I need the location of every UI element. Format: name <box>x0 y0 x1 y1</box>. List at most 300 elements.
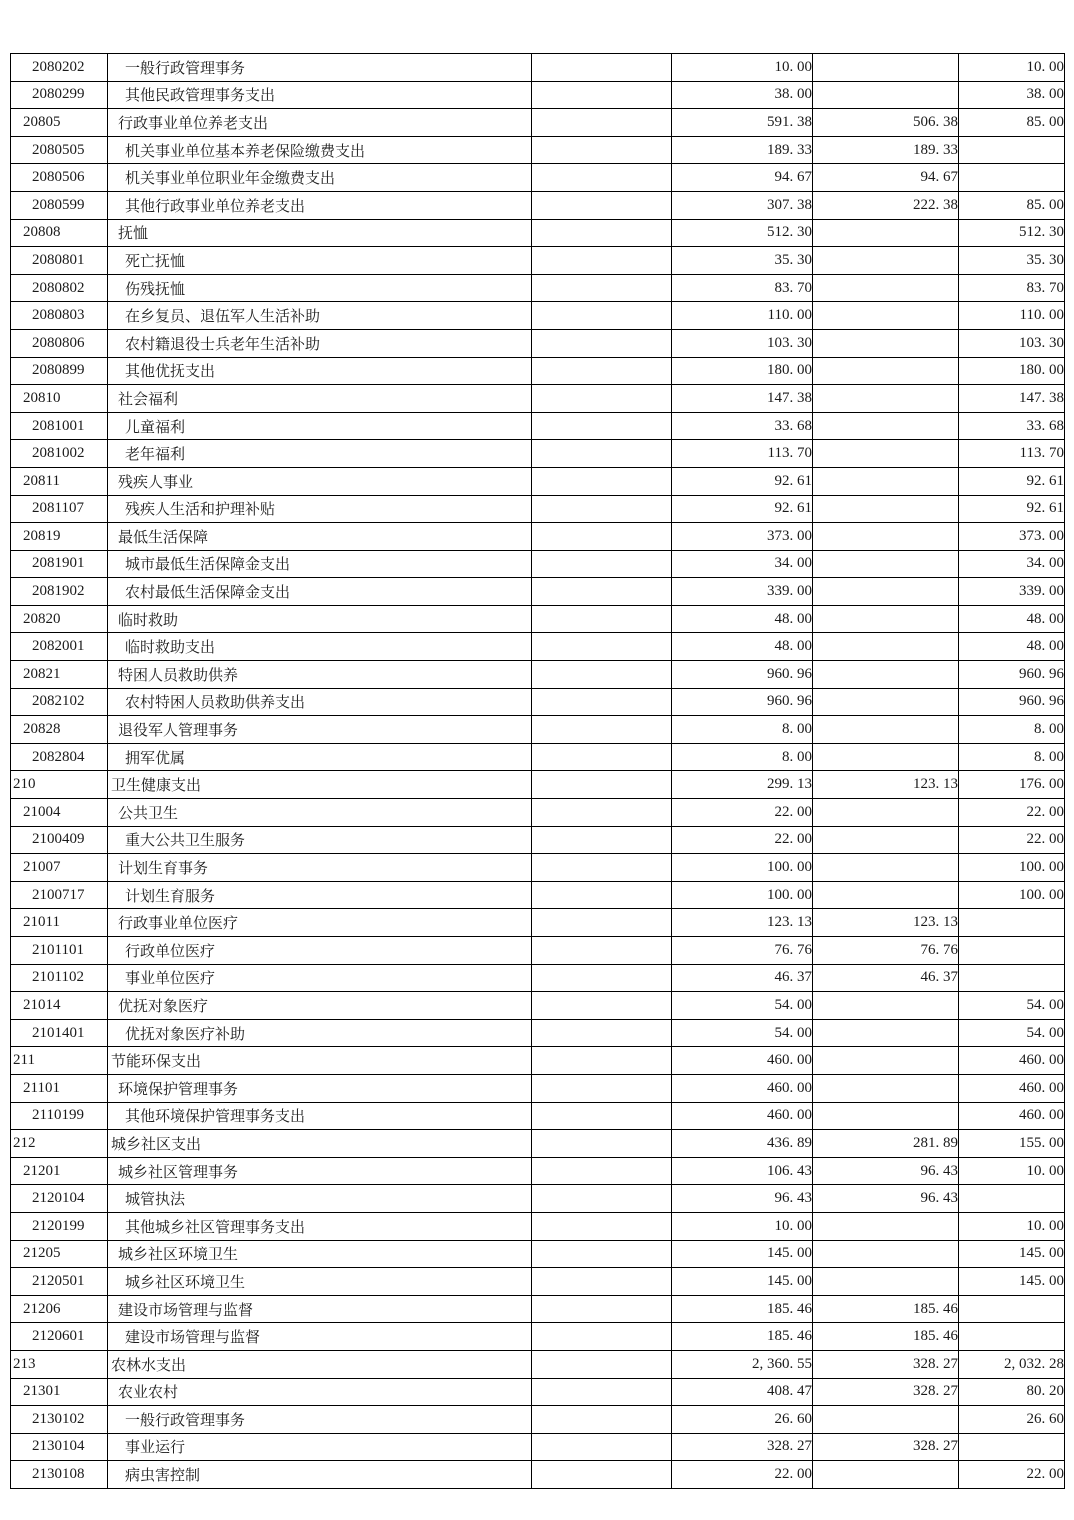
amount3-cell: 22. 00 <box>959 1461 1065 1489</box>
amount1-cell: 100. 00 <box>672 881 813 909</box>
code-cell: 2120199 <box>11 1212 108 1240</box>
empty-cell <box>532 1461 672 1489</box>
empty-cell <box>532 440 672 468</box>
table-row <box>11 633 1065 661</box>
table-row <box>11 1378 1065 1406</box>
name-cell: 机关事业单位职业年金缴费支出 <box>108 164 532 192</box>
name-cell: 城市最低生活保障金支出 <box>108 550 532 578</box>
code-cell: 2130102 <box>11 1406 108 1434</box>
amount1-cell: 591. 38 <box>672 109 813 137</box>
table-row <box>11 716 1065 744</box>
empty-cell <box>532 1185 672 1213</box>
amount3-cell: 460. 00 <box>959 1074 1065 1102</box>
code-cell: 20808 <box>11 219 108 247</box>
empty-cell <box>532 219 672 247</box>
empty-cell <box>532 937 672 965</box>
amount1-cell: 46. 37 <box>672 964 813 992</box>
code-cell: 2080506 <box>11 164 108 192</box>
budget-table <box>10 53 1065 1489</box>
amount1-cell: 76. 76 <box>672 937 813 965</box>
amount2-cell <box>813 854 959 882</box>
amount1-cell: 94. 67 <box>672 164 813 192</box>
amount2-cell: 185. 46 <box>813 1295 959 1323</box>
amount2-cell <box>813 1102 959 1130</box>
name-cell: 残疾人事业 <box>108 467 532 495</box>
code-cell: 21007 <box>11 854 108 882</box>
amount3-cell <box>959 1433 1065 1461</box>
name-cell: 行政事业单位医疗 <box>108 909 532 937</box>
name-cell: 残疾人生活和护理补贴 <box>108 495 532 523</box>
amount2-cell: 222. 38 <box>813 191 959 219</box>
amount3-cell: 85. 00 <box>959 109 1065 137</box>
table-row <box>11 605 1065 633</box>
amount1-cell: 103. 30 <box>672 329 813 357</box>
name-cell: 优抚对象医疗补助 <box>108 1019 532 1047</box>
amount2-cell <box>813 1461 959 1489</box>
amount1-cell: 145. 00 <box>672 1240 813 1268</box>
table-row <box>11 109 1065 137</box>
amount2-cell <box>813 302 959 330</box>
amount3-cell: 145. 00 <box>959 1240 1065 1268</box>
amount3-cell: 54. 00 <box>959 1019 1065 1047</box>
amount2-cell <box>813 578 959 606</box>
table-row <box>11 826 1065 854</box>
name-cell: 最低生活保障 <box>108 523 532 551</box>
code-cell: 210 <box>11 771 108 799</box>
code-cell: 2080202 <box>11 54 108 82</box>
amount2-cell: 46. 37 <box>813 964 959 992</box>
amount1-cell: 328. 27 <box>672 1433 813 1461</box>
name-cell: 儿童福利 <box>108 412 532 440</box>
name-cell: 事业单位医疗 <box>108 964 532 992</box>
code-cell: 2082804 <box>11 743 108 771</box>
table-row <box>11 440 1065 468</box>
amount1-cell: 26. 60 <box>672 1406 813 1434</box>
amount1-cell: 83. 70 <box>672 274 813 302</box>
code-cell: 20805 <box>11 109 108 137</box>
empty-cell <box>532 1406 672 1434</box>
name-cell: 建设市场管理与监督 <box>108 1323 532 1351</box>
amount3-cell: 33. 68 <box>959 412 1065 440</box>
code-cell: 2100717 <box>11 881 108 909</box>
amount2-cell: 328. 27 <box>813 1350 959 1378</box>
empty-cell <box>532 1019 672 1047</box>
amount1-cell: 180. 00 <box>672 357 813 385</box>
amount1-cell: 10. 00 <box>672 1212 813 1240</box>
amount3-cell: 54. 00 <box>959 992 1065 1020</box>
empty-cell <box>532 191 672 219</box>
empty-cell <box>532 1102 672 1130</box>
code-cell: 2120501 <box>11 1268 108 1296</box>
amount2-cell <box>813 550 959 578</box>
table-row <box>11 523 1065 551</box>
code-cell: 21301 <box>11 1378 108 1406</box>
table-row <box>11 1019 1065 1047</box>
amount1-cell: 185. 46 <box>672 1295 813 1323</box>
name-cell: 节能环保支出 <box>108 1047 532 1075</box>
table-row <box>11 495 1065 523</box>
table-row <box>11 247 1065 275</box>
table-row <box>11 937 1065 965</box>
amount3-cell: 110. 00 <box>959 302 1065 330</box>
code-cell: 2080599 <box>11 191 108 219</box>
code-cell: 21011 <box>11 909 108 937</box>
name-cell: 临时救助支出 <box>108 633 532 661</box>
amount2-cell <box>813 54 959 82</box>
amount2-cell <box>813 1047 959 1075</box>
empty-cell <box>532 1295 672 1323</box>
amount2-cell <box>813 1406 959 1434</box>
table-row <box>11 1130 1065 1158</box>
amount1-cell: 512. 30 <box>672 219 813 247</box>
amount1-cell: 22. 00 <box>672 1461 813 1489</box>
amount3-cell <box>959 164 1065 192</box>
amount2-cell <box>813 743 959 771</box>
amount3-cell <box>959 136 1065 164</box>
empty-cell <box>532 550 672 578</box>
amount3-cell: 512. 30 <box>959 219 1065 247</box>
amount3-cell: 103. 30 <box>959 329 1065 357</box>
name-cell: 卫生健康支出 <box>108 771 532 799</box>
name-cell: 一般行政管理事务 <box>108 1406 532 1434</box>
amount3-cell: 155. 00 <box>959 1130 1065 1158</box>
amount1-cell: 38. 00 <box>672 81 813 109</box>
code-cell: 2080899 <box>11 357 108 385</box>
table-row <box>11 881 1065 909</box>
amount1-cell: 460. 00 <box>672 1074 813 1102</box>
amount2-cell <box>813 688 959 716</box>
amount2-cell <box>813 1019 959 1047</box>
name-cell: 其他城乡社区管理事务支出 <box>108 1212 532 1240</box>
empty-cell <box>532 661 672 689</box>
amount1-cell: 2, 360. 55 <box>672 1350 813 1378</box>
amount3-cell: 460. 00 <box>959 1102 1065 1130</box>
empty-cell <box>532 799 672 827</box>
empty-cell <box>532 1350 672 1378</box>
code-cell: 212 <box>11 1130 108 1158</box>
empty-cell <box>532 992 672 1020</box>
amount3-cell: 8. 00 <box>959 716 1065 744</box>
amount3-cell: 960. 96 <box>959 661 1065 689</box>
code-cell: 2081901 <box>11 550 108 578</box>
amount3-cell: 960. 96 <box>959 688 1065 716</box>
empty-cell <box>532 1212 672 1240</box>
table-row <box>11 909 1065 937</box>
code-cell: 20810 <box>11 385 108 413</box>
amount1-cell: 92. 61 <box>672 495 813 523</box>
table-row <box>11 385 1065 413</box>
table-row <box>11 81 1065 109</box>
code-cell: 21014 <box>11 992 108 1020</box>
amount3-cell: 22. 00 <box>959 826 1065 854</box>
empty-cell <box>532 247 672 275</box>
amount2-cell <box>813 881 959 909</box>
code-cell: 2130108 <box>11 1461 108 1489</box>
amount3-cell: 180. 00 <box>959 357 1065 385</box>
code-cell: 2082001 <box>11 633 108 661</box>
name-cell: 计划生育服务 <box>108 881 532 909</box>
name-cell: 其他环境保护管理事务支出 <box>108 1102 532 1130</box>
name-cell: 农业农村 <box>108 1378 532 1406</box>
code-cell: 2081107 <box>11 495 108 523</box>
code-cell: 213 <box>11 1350 108 1378</box>
amount2-cell <box>813 1074 959 1102</box>
table-row <box>11 412 1065 440</box>
amount1-cell: 147. 38 <box>672 385 813 413</box>
amount3-cell: 100. 00 <box>959 854 1065 882</box>
amount2-cell <box>813 467 959 495</box>
empty-cell <box>532 467 672 495</box>
amount1-cell: 8. 00 <box>672 716 813 744</box>
table-row <box>11 854 1065 882</box>
table-row <box>11 1461 1065 1489</box>
empty-cell <box>532 109 672 137</box>
amount1-cell: 48. 00 <box>672 605 813 633</box>
amount3-cell: 22. 00 <box>959 799 1065 827</box>
empty-cell <box>532 964 672 992</box>
amount2-cell: 123. 13 <box>813 771 959 799</box>
amount3-cell: 48. 00 <box>959 633 1065 661</box>
amount3-cell: 92. 61 <box>959 495 1065 523</box>
amount2-cell <box>813 633 959 661</box>
name-cell: 城管执法 <box>108 1185 532 1213</box>
code-cell: 2080806 <box>11 329 108 357</box>
amount2-cell: 96. 43 <box>813 1157 959 1185</box>
amount1-cell: 123. 13 <box>672 909 813 937</box>
table-row <box>11 1268 1065 1296</box>
amount3-cell: 35. 30 <box>959 247 1065 275</box>
table-row <box>11 1102 1065 1130</box>
code-cell: 21205 <box>11 1240 108 1268</box>
table-row <box>11 743 1065 771</box>
table-row <box>11 219 1065 247</box>
table-row <box>11 136 1065 164</box>
name-cell: 退役军人管理事务 <box>108 716 532 744</box>
amount2-cell <box>813 385 959 413</box>
name-cell: 抚恤 <box>108 219 532 247</box>
amount3-cell <box>959 1185 1065 1213</box>
amount2-cell: 76. 76 <box>813 937 959 965</box>
amount2-cell <box>813 1240 959 1268</box>
code-cell: 20819 <box>11 523 108 551</box>
table-row <box>11 992 1065 1020</box>
amount2-cell <box>813 81 959 109</box>
amount2-cell <box>813 219 959 247</box>
amount3-cell: 83. 70 <box>959 274 1065 302</box>
amount3-cell: 113. 70 <box>959 440 1065 468</box>
amount1-cell: 460. 00 <box>672 1047 813 1075</box>
table-row <box>11 550 1065 578</box>
empty-cell <box>532 716 672 744</box>
table-row <box>11 1212 1065 1240</box>
amount1-cell: 145. 00 <box>672 1268 813 1296</box>
amount3-cell: 10. 00 <box>959 1212 1065 1240</box>
amount2-cell <box>813 826 959 854</box>
name-cell: 机关事业单位基本养老保险缴费支出 <box>108 136 532 164</box>
table-row <box>11 1295 1065 1323</box>
amount3-cell: 145. 00 <box>959 1268 1065 1296</box>
code-cell: 2080505 <box>11 136 108 164</box>
empty-cell <box>532 909 672 937</box>
name-cell: 社会福利 <box>108 385 532 413</box>
code-cell: 2080299 <box>11 81 108 109</box>
table-row <box>11 799 1065 827</box>
amount3-cell: 92. 61 <box>959 467 1065 495</box>
table-row <box>11 1433 1065 1461</box>
amount3-cell: 80. 20 <box>959 1378 1065 1406</box>
empty-cell <box>532 385 672 413</box>
name-cell: 农林水支出 <box>108 1350 532 1378</box>
amount1-cell: 189. 33 <box>672 136 813 164</box>
amount3-cell: 373. 00 <box>959 523 1065 551</box>
empty-cell <box>532 1074 672 1102</box>
amount3-cell: 10. 00 <box>959 54 1065 82</box>
name-cell: 重大公共卫生服务 <box>108 826 532 854</box>
amount1-cell: 110. 00 <box>672 302 813 330</box>
amount2-cell: 328. 27 <box>813 1433 959 1461</box>
amount1-cell: 54. 00 <box>672 992 813 1020</box>
empty-cell <box>532 881 672 909</box>
amount1-cell: 100. 00 <box>672 854 813 882</box>
name-cell: 农村特困人员救助供养支出 <box>108 688 532 716</box>
amount2-cell <box>813 274 959 302</box>
empty-cell <box>532 329 672 357</box>
name-cell: 其他行政事业单位养老支出 <box>108 191 532 219</box>
name-cell: 老年福利 <box>108 440 532 468</box>
amount1-cell: 106. 43 <box>672 1157 813 1185</box>
empty-cell <box>532 523 672 551</box>
empty-cell <box>532 54 672 82</box>
code-cell: 211 <box>11 1047 108 1075</box>
code-cell: 20811 <box>11 467 108 495</box>
name-cell: 行政事业单位养老支出 <box>108 109 532 137</box>
name-cell: 农村最低生活保障金支出 <box>108 578 532 606</box>
code-cell: 2110199 <box>11 1102 108 1130</box>
amount3-cell <box>959 909 1065 937</box>
code-cell: 20821 <box>11 661 108 689</box>
amount1-cell: 185. 46 <box>672 1323 813 1351</box>
name-cell: 其他民政管理事务支出 <box>108 81 532 109</box>
code-cell: 2100409 <box>11 826 108 854</box>
code-cell: 20820 <box>11 605 108 633</box>
amount1-cell: 22. 00 <box>672 799 813 827</box>
amount3-cell: 85. 00 <box>959 191 1065 219</box>
empty-cell <box>532 495 672 523</box>
amount1-cell: 436. 89 <box>672 1130 813 1158</box>
name-cell: 优抚对象医疗 <box>108 992 532 1020</box>
table-row <box>11 1185 1065 1213</box>
amount1-cell: 373. 00 <box>672 523 813 551</box>
code-cell: 21201 <box>11 1157 108 1185</box>
name-cell: 一般行政管理事务 <box>108 54 532 82</box>
code-cell: 2120104 <box>11 1185 108 1213</box>
amount3-cell: 26. 60 <box>959 1406 1065 1434</box>
code-cell: 21206 <box>11 1295 108 1323</box>
amount1-cell: 307. 38 <box>672 191 813 219</box>
amount1-cell: 960. 96 <box>672 688 813 716</box>
amount3-cell <box>959 1295 1065 1323</box>
name-cell: 伤残抚恤 <box>108 274 532 302</box>
name-cell: 拥军优属 <box>108 743 532 771</box>
amount2-cell <box>813 605 959 633</box>
empty-cell <box>532 688 672 716</box>
code-cell: 2101102 <box>11 964 108 992</box>
amount2-cell: 506. 38 <box>813 109 959 137</box>
amount1-cell: 35. 30 <box>672 247 813 275</box>
amount1-cell: 22. 00 <box>672 826 813 854</box>
amount2-cell <box>813 992 959 1020</box>
amount2-cell: 185. 46 <box>813 1323 959 1351</box>
name-cell: 行政单位医疗 <box>108 937 532 965</box>
empty-cell <box>532 1323 672 1351</box>
table-row <box>11 578 1065 606</box>
amount1-cell: 113. 70 <box>672 440 813 468</box>
amount1-cell: 33. 68 <box>672 412 813 440</box>
amount1-cell: 92. 61 <box>672 467 813 495</box>
code-cell: 2081001 <box>11 412 108 440</box>
table-row <box>11 771 1065 799</box>
empty-cell <box>532 1433 672 1461</box>
amount2-cell <box>813 661 959 689</box>
amount3-cell: 48. 00 <box>959 605 1065 633</box>
empty-cell <box>532 633 672 661</box>
empty-cell <box>532 1240 672 1268</box>
name-cell: 农村籍退役士兵老年生活补助 <box>108 329 532 357</box>
code-cell: 20828 <box>11 716 108 744</box>
table-row <box>11 1157 1065 1185</box>
empty-cell <box>532 854 672 882</box>
code-cell: 2080802 <box>11 274 108 302</box>
amount3-cell: 339. 00 <box>959 578 1065 606</box>
name-cell: 城乡社区环境卫生 <box>108 1268 532 1296</box>
empty-cell <box>532 1047 672 1075</box>
amount2-cell <box>813 716 959 744</box>
amount1-cell: 460. 00 <box>672 1102 813 1130</box>
name-cell: 其他优抚支出 <box>108 357 532 385</box>
amount1-cell: 48. 00 <box>672 633 813 661</box>
amount3-cell: 8. 00 <box>959 743 1065 771</box>
code-cell: 2101101 <box>11 937 108 965</box>
amount1-cell: 299. 13 <box>672 771 813 799</box>
amount3-cell <box>959 937 1065 965</box>
table-row <box>11 964 1065 992</box>
table-row <box>11 1350 1065 1378</box>
amount1-cell: 408. 47 <box>672 1378 813 1406</box>
empty-cell <box>532 743 672 771</box>
amount1-cell: 960. 96 <box>672 661 813 689</box>
amount2-cell: 328. 27 <box>813 1378 959 1406</box>
empty-cell <box>532 164 672 192</box>
empty-cell <box>532 302 672 330</box>
name-cell: 公共卫生 <box>108 799 532 827</box>
amount1-cell: 54. 00 <box>672 1019 813 1047</box>
amount2-cell <box>813 495 959 523</box>
table-row <box>11 1323 1065 1351</box>
name-cell: 事业运行 <box>108 1433 532 1461</box>
code-cell: 2101401 <box>11 1019 108 1047</box>
code-cell: 21004 <box>11 799 108 827</box>
table-row <box>11 1074 1065 1102</box>
amount3-cell <box>959 964 1065 992</box>
empty-cell <box>532 136 672 164</box>
name-cell: 城乡社区管理事务 <box>108 1157 532 1185</box>
amount2-cell <box>813 1212 959 1240</box>
amount1-cell: 10. 00 <box>672 54 813 82</box>
empty-cell <box>532 771 672 799</box>
amount3-cell <box>959 1323 1065 1351</box>
table-row <box>11 1047 1065 1075</box>
code-cell: 2081902 <box>11 578 108 606</box>
